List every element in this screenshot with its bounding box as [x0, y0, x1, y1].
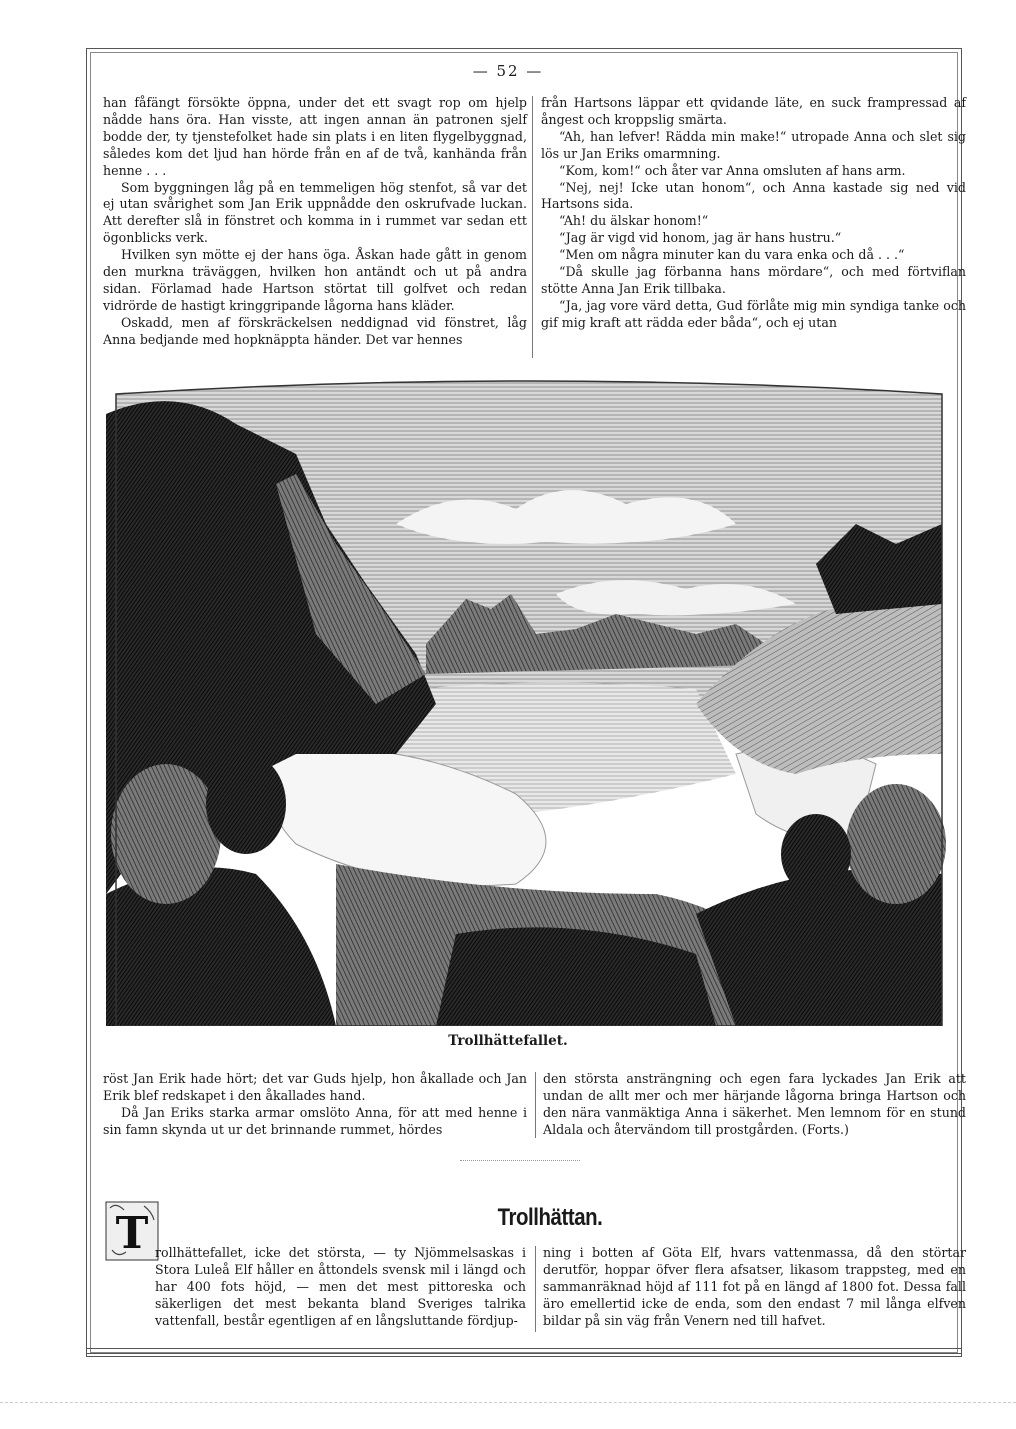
- paragraph: “Jag är vigd vid honom, jag är hans hustru.“: [559, 230, 842, 246]
- paragraph: Då Jan Eriks starka armar omslöto Anna, för att med henne i sin famn skynda ut ur det brinnande rummet, hördes: [103, 1104, 527, 1137]
- paragraph: Oskadd, men af förskräckelsen neddignad vid fönstret, låg Anna bedjande med hopknäppta händer. Det var hennes: [103, 314, 527, 347]
- article-title: Trollhättan.: [497, 1204, 603, 1231]
- paragraph: “Men om några minuter kan du vara enka och då . . .“: [559, 247, 905, 263]
- story-top-right-column: [541, 95, 966, 332]
- initial-letter: T: [115, 1208, 149, 1259]
- column-rule: [535, 1072, 536, 1138]
- story-bottom-left-column: [103, 1071, 527, 1139]
- article-right-column: [543, 1245, 966, 1330]
- paragraph: Hvilken syn mötte ej der hans öga. Åskan hade gått in genom den murkna träväggen, hvilken hon antändt och ut på andra sidan. Förlamad hade Hartson störtat till golfvet och redan vidrörde de hastigt kringgripande lågorna hans kläder.: [103, 247, 527, 313]
- paragraph: “Ah, han lefver! Rädda min make!“ utropade Anna och slet sig lös ur Jan Eriks omarmning.: [541, 128, 966, 161]
- paragraph: “Kom, kom!“ och åter var Anna omsluten af hans arm.: [559, 162, 906, 178]
- page-edge: [0, 1402, 1016, 1403]
- page-bottom-rule: [86, 1348, 962, 1354]
- page-number: — 52 —: [472, 62, 544, 80]
- paragraph: “Ja, jag vore värd detta, Gud förlåte mig min syndiga tanke och gif mig kraft att rädda eder båda“, och ej utan: [541, 297, 966, 330]
- paragraph: “Då skulle jag förbanna hans mördare“, och med förtviflan stötte Anna Jan Erik tillbaka.: [541, 264, 966, 296]
- column-rule: [535, 1246, 536, 1332]
- separator-ornament: [460, 1160, 580, 1165]
- paragraph: “Nej, nej! Icke utan honom“, och Anna kastade sig ned vid Hartsons sida.: [541, 179, 966, 212]
- paragraph: han fåfängt försökte öppna, under det ett svagt rop om hjelp nådde hans öra. Han visste, att ingen annan än patronen sjelf bodde der, ty tjenstefolket hade sin plats i en liten flygelbyggnad, således kom det ljud han hörde från en af de två, kanhända från henne . . .: [103, 95, 527, 178]
- paragraph: “Ah! du älskar honom!“: [559, 213, 709, 229]
- illustration-caption: Trollhättefallet.: [448, 1033, 568, 1049]
- story-bottom-right-column: [543, 1071, 966, 1139]
- waterfall-engraving: [96, 374, 962, 1026]
- column-rule: [532, 96, 533, 358]
- paragraph: rollhättefallet, icke det största, — ty Njömmelsaskas i Stora Luleå Elf håller en åttondels svensk mil i längd och har 400 fots höjd, — men det mest pittoreska och säkerligen det mest bekanta bland Sveriges talrika vattenfall, består egentligen af en långsluttande fördjup-: [155, 1245, 526, 1328]
- paragraph: Som byggningen låg på en temmeligen hög stenfot, så var det ej utan svårighet som Jan Erik uppnådde den oskrufvade luckan. Att derefter slå in fönstret och komma in i rummet var sedan ett ögonblicks verk.: [103, 179, 527, 246]
- paragraph: röst Jan Erik hade hört; det var Guds hjelp, hon åkallade och Jan Erik blef redskapet i den åkallades hand.: [103, 1071, 527, 1103]
- article-left-column: [103, 1245, 526, 1330]
- paragraph: ning i botten af Göta Elf, hvars vattenmassa, då den störtar derutför, hoppar öfver flera afsatser, likasom trappsteg, med en sammanräknad höjd af 111 fot på en längd af 1800 fot. Dessa fall äro emellertid icke de enda, som den endast 7 mil långa elfven bildar på sin väg från Venern ned till hafvet.: [543, 1245, 966, 1328]
- paragraph: den största ansträngning och egen fara lyckades Jan Erik att undan de allt mer och mer härjande lågorna bringa Hartson och den nära vanmäktiga Anna i säkerhet. Men lemnom för en stund Aldala och återvändom till prostgården. (Forts.): [543, 1071, 966, 1137]
- paragraph: från Hartsons läppar ett qvidande läte, en suck frampressad af ångest och kroppslig smärta.: [541, 95, 966, 127]
- story-top-left-column: [103, 95, 527, 349]
